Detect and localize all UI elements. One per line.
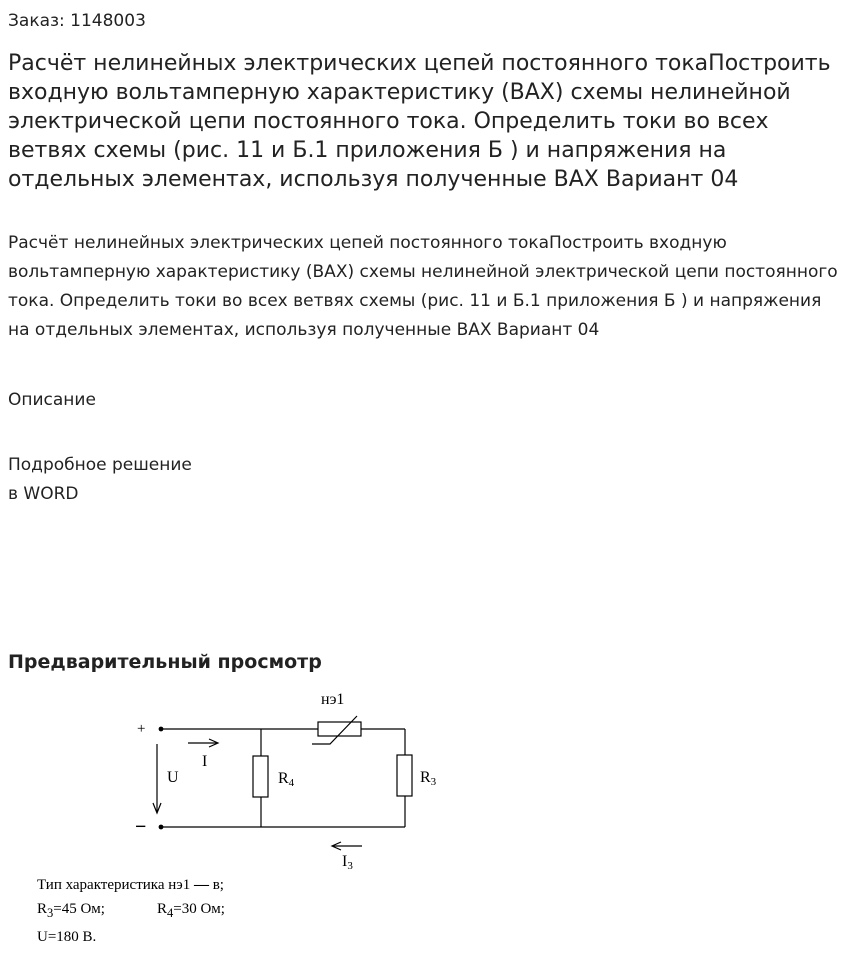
plus-label: + (137, 721, 146, 737)
resistance-values-line (37, 897, 225, 925)
description-text: Расчёт нелинейных электрических цепей постоянного токаПостроить входную вольтамперную характеристику (ВАХ) схемы нелинейной электрической цепи постоянного тока. Определить токи во всех ветвях схемы (рис. 11 и Б.1 приложения Б ) и напряжения на отдельных элементах, используя полученные ВАХ Вариант 04 (8, 233, 838, 340)
current-label: I (202, 753, 208, 770)
characteristic-type-text: Тип характеристика нэ1 (37, 877, 191, 893)
nonlinear-element-label: нэ1 (321, 691, 345, 708)
characteristic-type-value: в; (212, 877, 224, 893)
terminal-plus-node (159, 727, 164, 732)
minus-label: − (135, 816, 147, 838)
characteristic-type-line (37, 873, 225, 897)
characteristic-dash: — (193, 877, 209, 893)
solution-line-format: в WORD (8, 484, 79, 504)
resistor-r3 (397, 755, 412, 796)
voltage-value-line: U=180 В. (37, 929, 97, 945)
r4-value: $R_4=30$ Ом; (156, 901, 225, 920)
solution-info (8, 451, 192, 509)
r3-value: $R_3=45$ Ом; (37, 901, 105, 920)
voltage-label: U (167, 769, 179, 786)
resistor-r4 (253, 756, 268, 797)
preview-area (0, 680, 847, 974)
circuit-parameters (37, 873, 225, 949)
preview-heading: Предварительный просмотр (8, 651, 322, 673)
order-number: Заказ: 1148003 (8, 11, 146, 31)
page-title: Расчёт нелинейных электрических цепей постоянного токаПостроить входную вольтамперную характеристику (ВАХ) схемы нелинейной электрической цепи постоянного тока. Определить токи во всех ветвях схемы (рис. 11 и Б.1 приложения Б ) и напряжения на отдельных элементах, используя полученные ВАХ Вариант 04 (8, 51, 831, 192)
r4-label: R4 (278, 770, 295, 789)
description-section-label: Описание (8, 390, 96, 410)
solution-line-detailed: Подробное решение (8, 455, 192, 475)
terminal-minus-node (159, 825, 164, 830)
i3-label: I3 (342, 853, 353, 872)
r3-label: R3 (420, 769, 437, 788)
nonlinear-element-mark (312, 716, 357, 744)
